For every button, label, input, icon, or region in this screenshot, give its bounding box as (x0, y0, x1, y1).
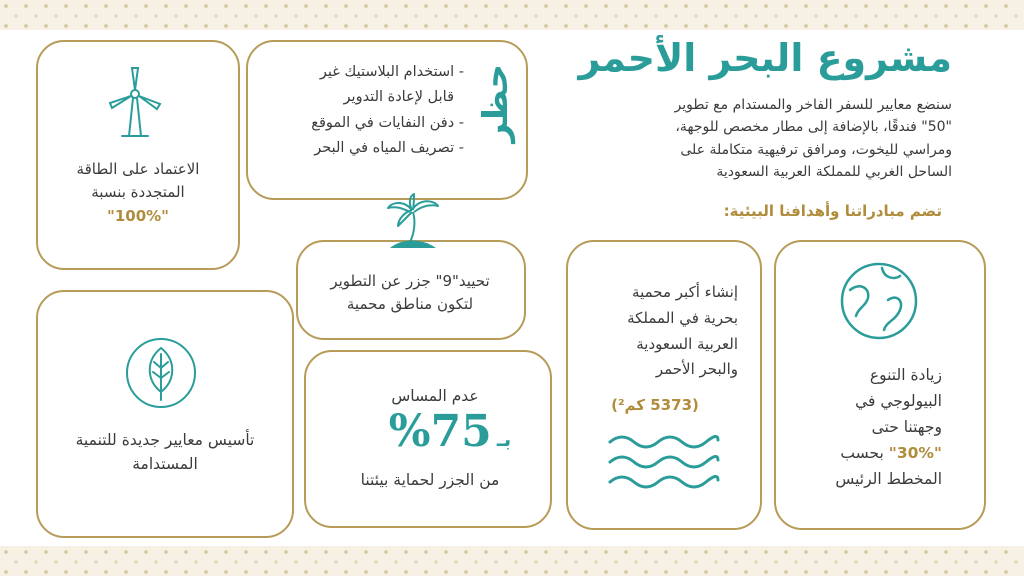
intro-paragraph (592, 94, 952, 184)
islands-line: لتكون مناطق محمية (346, 295, 474, 314)
renewable-text (40, 158, 236, 228)
biodiversity-line (790, 440, 942, 466)
biodiversity-line: وجهتنا حتى (871, 418, 942, 437)
reserve-line: العربية السعودية (636, 334, 738, 353)
islands-text (300, 270, 520, 317)
islands-line: تحييد"9" جزر عن التطوير (330, 272, 490, 290)
ban-item: - استخدام البلاستيك غير (319, 64, 464, 80)
standards-line: المستدامة (132, 455, 198, 474)
untouched-line-top: عدم المساس (391, 387, 479, 405)
biodiversity-value: "30%" (888, 444, 942, 463)
reserve-value: (5373 كم²) (611, 396, 699, 414)
renewable-line: الاعتماد على الطاقة (76, 160, 200, 178)
renewable-value: "100%" (107, 206, 169, 225)
intro-line: "50" فندقًا، بالإضافة إلى مطار مخصص للوجهة، (675, 119, 952, 136)
intro-line: الساحل الغربي للمملكة العربية السعودية (716, 164, 952, 181)
untouched-prefix: بـ (496, 427, 512, 451)
page-title: مشروع البحر الأحمر (578, 36, 952, 80)
intro-line: سنضع معايير للسفر الفاخر والمستدام مع تطوير (674, 97, 952, 113)
palm-island-icon (382, 192, 444, 256)
biodiversity-word: بحسب (840, 444, 884, 463)
leaf-icon (124, 336, 198, 410)
untouched-value-row (380, 406, 520, 466)
initiatives-subtitle: تضم مبادراتنا وأهدافنا البيئية: (723, 202, 942, 220)
decorative-border-bottom (0, 546, 1024, 576)
ban-item: - دفن النفايات في الموقع (311, 114, 464, 131)
reserve-line: بحرية في المملكة (627, 308, 738, 327)
globe-icon (838, 260, 920, 342)
intro-line: ومراسي لليخوت، ومرافق ترفيهية متكاملة على (680, 141, 952, 158)
standards-text (40, 428, 290, 476)
biodiversity-text (790, 362, 942, 492)
untouched-value: 75% (388, 406, 492, 457)
untouched-line-bottom: من الجزر لحماية بيئتنا (360, 471, 500, 489)
standards-line: تأسيس معايير جديدة للتنمية (75, 431, 255, 449)
biodiversity-line: المخطط الرئيس (835, 470, 942, 489)
renewable-line: المتجددة بنسبة (91, 183, 185, 202)
wind-turbine-icon (102, 64, 168, 140)
waves-icon (604, 428, 722, 494)
ban-item: - تصريف المياه في البحر (314, 140, 464, 157)
reserve-line: إنشاء أكبر محمية (632, 283, 738, 301)
ban-item: قابل لإعادة التدوير (343, 89, 454, 106)
biodiversity-line: زيادة التنوع (869, 366, 942, 384)
ban-list (254, 60, 464, 162)
ban-heading: حظر (476, 64, 516, 143)
reserve-text (572, 280, 738, 383)
standards-panel (36, 290, 294, 538)
decorative-border-top (0, 0, 1024, 30)
biodiversity-line: البيولوجي في (855, 392, 942, 411)
reserve-line: والبحر الأحمر (655, 360, 738, 379)
